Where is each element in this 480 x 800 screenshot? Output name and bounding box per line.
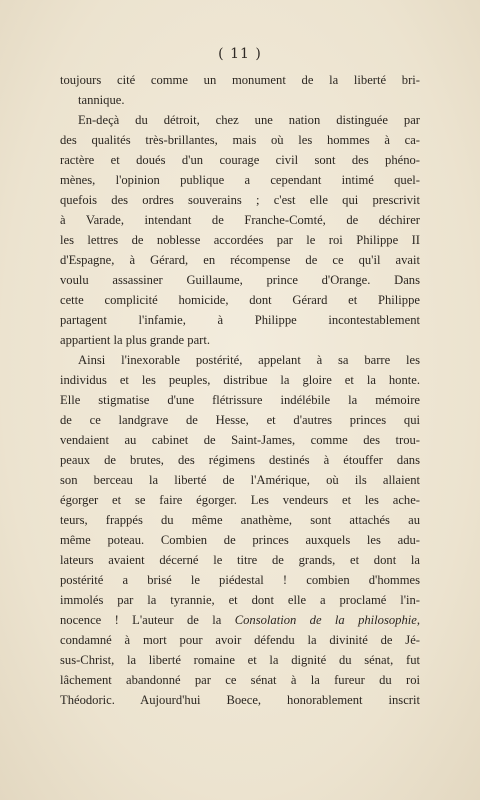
- text-line: lateurs avaient décerné le titre de grands, et dont la: [60, 553, 420, 567]
- text-line: de ce landgrave de Hesse, et d'autres princes qui: [60, 413, 420, 427]
- text-line: appartient la plus grande part.: [60, 333, 211, 347]
- text-line: tannique.: [78, 93, 125, 107]
- text-line: d'Espagne, à Gérard, en récompense de ce qu'il avait: [60, 253, 420, 267]
- text-line: voulu assassiner Guillaume, prince d'Orange. Dans: [60, 273, 420, 287]
- text-line: Théodoric. Aujourd'hui Boece, honorablement inscrit: [60, 693, 420, 707]
- text-line: lâchement abandonné par ce sénat à la fureur du roi: [60, 673, 420, 687]
- text-line: égorger et se faire égorger. Les vendeurs et les ache-: [60, 493, 420, 507]
- text-line: son berceau la liberté de l'Amérique, où ils allaient: [60, 473, 420, 487]
- text-line: mènes, l'opinion publique a cependant intimé quel-: [60, 173, 420, 187]
- text-line: sus-Christ, la liberté romaine et la dignité du sénat, fut: [60, 653, 420, 667]
- text-line: toujours cité comme un monument de la liberté bri-: [60, 73, 420, 87]
- text-line: En-deçà du détroit, chez une nation distinguée par: [78, 113, 420, 127]
- text-line: nocence ! L'auteur de la Consolation de la philosophie,: [60, 613, 420, 627]
- text-line: même poteau. Combien de princes auxquels les adu-: [60, 533, 420, 547]
- text-line: quefois des ordres souverains ; c'est elle qui prescrivit: [60, 193, 420, 207]
- book-title-italic: Consolation de la philosophie: [234, 613, 417, 627]
- text-line: à Varade, intendant de Franche-Comté, de déchirer: [60, 213, 420, 227]
- text-line: condamné à mort pour avoir défendu la divinité de Jé-: [60, 633, 420, 647]
- text-line: postérité a brisé le piédestal ! combien d'hommes: [60, 573, 420, 587]
- body-text: [60, 70, 420, 710]
- text-line: partagent l'infamie, à Philippe incontestablement: [60, 313, 420, 327]
- text-line: ractère et doués d'un courage civil sont des phéno-: [60, 153, 420, 167]
- text-line: Elle stigmatise d'une flétrissure indélébile la mémoire: [60, 393, 420, 407]
- text-line: peaux de brutes, des régimens destinés à étouffer dans: [60, 453, 420, 467]
- text-line: des qualités très-brillantes, mais où les hommes à ca-: [60, 133, 420, 147]
- text-line: Ainsi l'inexorable postérité, appelant à sa barre les: [78, 353, 420, 367]
- text-line: vendaient au cabinet de Saint-James, comme des trou-: [60, 433, 420, 447]
- page-number: ( 11 ): [218, 46, 262, 62]
- text-line: cette complicité homicide, dont Gérard et Philippe: [60, 293, 420, 307]
- text-line: teurs, frappés du même anathème, sont attachés au: [60, 513, 420, 527]
- text-line: les lettres de noblesse accordées par le roi Philippe II: [60, 233, 420, 247]
- text-line: individus et les peuples, distribue la gloire et la honte.: [60, 373, 420, 387]
- text-line: immolés par la tyrannie, et dont elle a proclamé l'in-: [60, 593, 420, 607]
